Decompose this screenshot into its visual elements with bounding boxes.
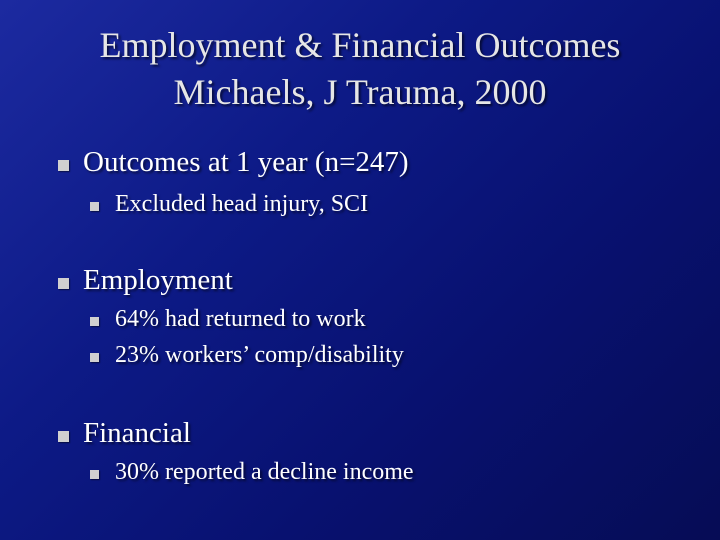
sub-bullet-square-icon xyxy=(90,202,99,211)
bullet-square-icon xyxy=(58,278,69,289)
bullet-outcomes: Outcomes at 1 year (n=247) xyxy=(83,146,409,178)
sub-bullet-workers-comp: 23% workers’ comp/disability xyxy=(115,342,404,368)
bullet-square-icon xyxy=(58,431,69,442)
sub-bullet-income-decline: 30% reported a decline income xyxy=(115,459,414,485)
bullet-square-icon xyxy=(58,160,69,171)
sub-bullet-excluded: Excluded head injury, SCI xyxy=(115,191,369,217)
slide-title xyxy=(20,22,700,116)
sub-bullet-square-icon xyxy=(90,353,99,362)
sub-bullet-returned-to-work: 64% had returned to work xyxy=(115,306,366,332)
bullet-financial: Financial xyxy=(83,417,191,449)
sub-bullet-square-icon xyxy=(90,317,99,326)
title-line-2: Michaels, J Trauma, 2000 xyxy=(173,72,547,112)
sub-bullet-square-icon xyxy=(90,470,99,479)
title-line-1: Employment & Financial Outcomes xyxy=(99,25,621,65)
bullet-employment: Employment xyxy=(83,264,233,296)
